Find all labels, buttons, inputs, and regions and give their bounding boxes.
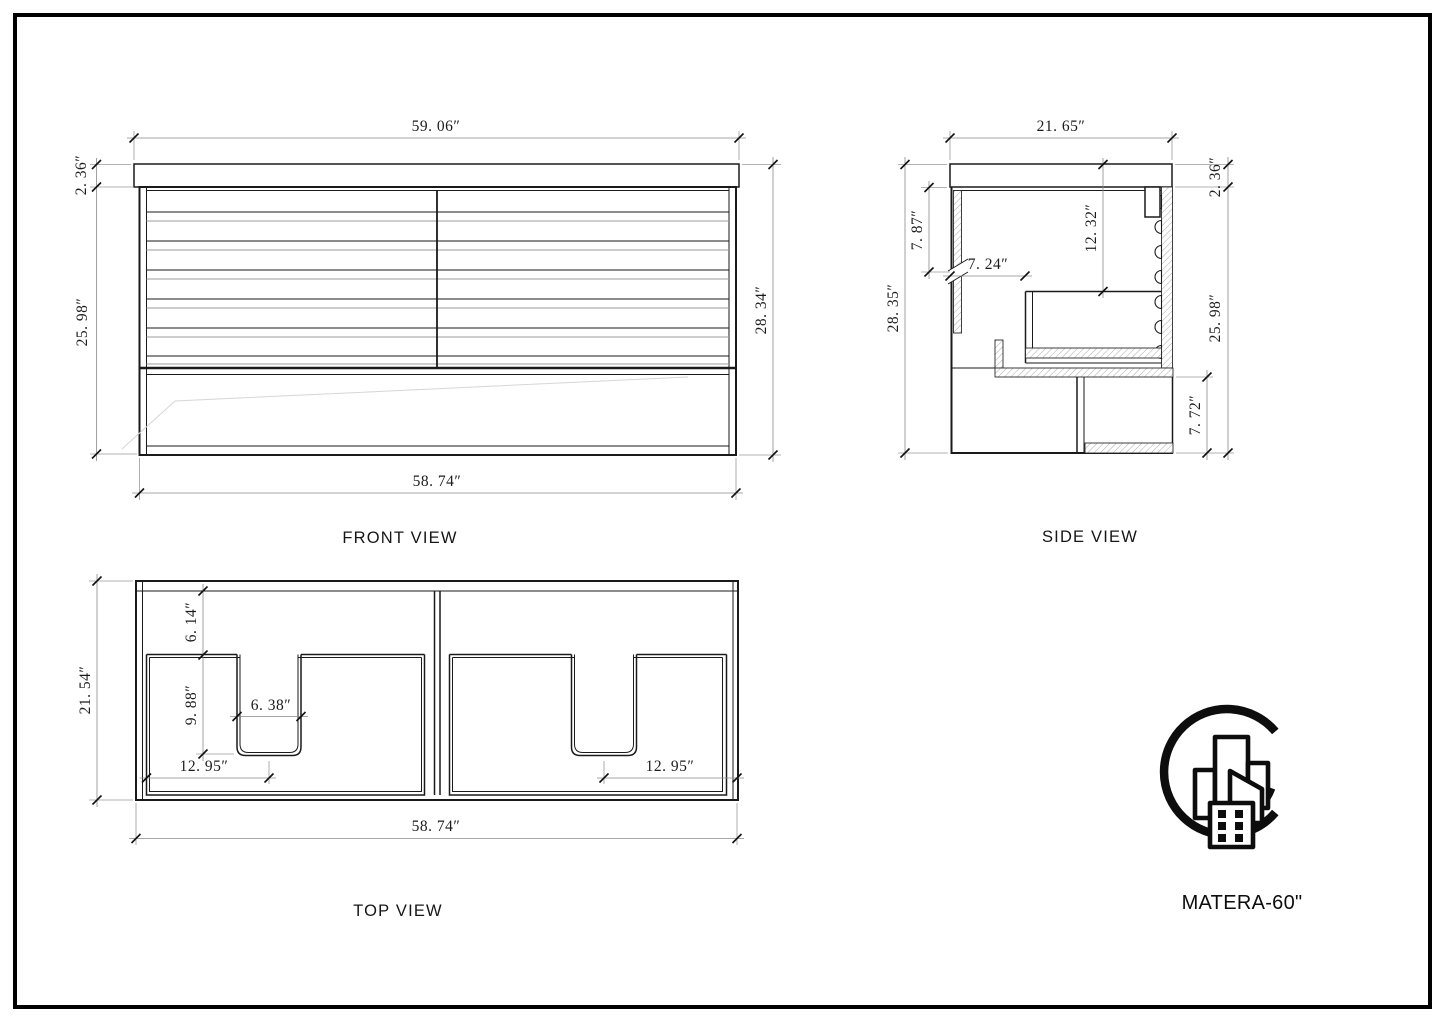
front-view xyxy=(73,118,781,547)
side-support-cleat xyxy=(995,340,1003,368)
brand-block xyxy=(1164,709,1302,914)
front-bottom-width-dim: 58. 74″ xyxy=(412,473,462,490)
side-counter-thickness-dim: 2. 36″ xyxy=(1207,156,1224,198)
top-overall-depth-dim: 21. 54″ xyxy=(77,665,94,715)
side-mounting-bracket xyxy=(1145,187,1160,217)
front-counter-thickness-dim: 2. 36″ xyxy=(73,154,90,196)
product-name: MATERA-60" xyxy=(1181,892,1303,914)
top-cutout-depth-dim: 9. 88″ xyxy=(183,684,200,726)
front-view-title: FRONT VIEW xyxy=(342,529,458,547)
side-dimensions xyxy=(885,118,1234,460)
top-view xyxy=(77,574,744,920)
front-cabinet-height-dim: 25. 98″ xyxy=(74,297,91,347)
side-overall-height-dim: 28. 35″ xyxy=(885,283,902,333)
side-back-rail-height-dim: 7. 87″ xyxy=(909,209,926,251)
front-shelf-reflection-line xyxy=(122,377,688,449)
side-drawer-front-section xyxy=(1162,187,1173,368)
side-interior-depth-dim: 7. 24″ xyxy=(967,256,1009,273)
side-top-depth-dim: 21. 65″ xyxy=(1036,118,1086,135)
side-counter-to-drawer-dim: 12. 32″ xyxy=(1083,203,1100,253)
side-open-shelf-height-dim: 7. 72″ xyxy=(1187,394,1204,436)
front-cabinet-drawing xyxy=(122,164,739,455)
top-right-sink-cutout xyxy=(572,655,637,756)
top-view-title: TOP VIEW xyxy=(353,902,443,920)
side-section-drawing xyxy=(948,164,1173,453)
side-groove-profile xyxy=(1155,196,1162,359)
side-view xyxy=(885,118,1234,546)
side-cabinet-bottom-section xyxy=(995,368,1173,377)
side-open-shelf xyxy=(1077,377,1173,453)
front-dimensions xyxy=(73,118,781,500)
side-drawer-box xyxy=(1026,292,1162,364)
front-overall-height-dim: 28. 34″ xyxy=(753,285,770,335)
top-back-clearance-dim: 6. 14″ xyxy=(183,601,200,643)
side-cabinet-height-dim: 25. 98″ xyxy=(1207,293,1224,343)
city-buildings-c-logo-icon xyxy=(1164,709,1275,847)
top-dimensions xyxy=(77,574,744,845)
top-right-cutout-offset-dim: 12. 95″ xyxy=(645,758,695,775)
top-left-cutout-offset-dim: 12. 95″ xyxy=(179,758,229,775)
side-back-panel-section xyxy=(954,191,962,334)
front-top-width-dim: 59. 06″ xyxy=(411,118,461,135)
top-cutout-width-dim: 6. 38″ xyxy=(250,697,292,714)
side-countertop xyxy=(950,164,1172,187)
top-overall-width-dim: 58. 74″ xyxy=(411,818,461,835)
side-view-title: SIDE VIEW xyxy=(1041,528,1139,546)
front-countertop xyxy=(134,164,739,187)
